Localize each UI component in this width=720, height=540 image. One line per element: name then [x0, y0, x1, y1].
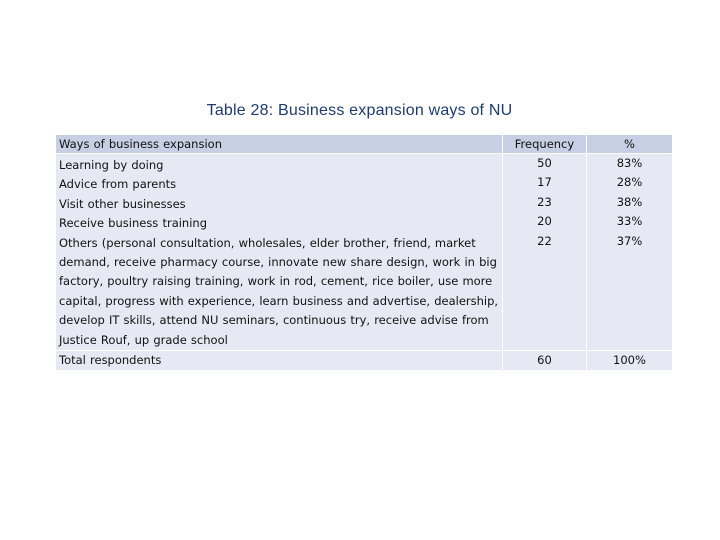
row-label-learning: Learning by doing	[59, 158, 164, 172]
row-percent-training: 33%	[616, 214, 643, 229]
percent-cell	[587, 154, 673, 351]
frequency-cell	[503, 154, 587, 351]
row-frequency-training: 20	[537, 214, 552, 229]
row-frequency-learning: 50	[537, 156, 552, 170]
row-label-visit: Visit other businesses	[59, 196, 186, 211]
table-title	[0, 101, 720, 121]
table-body-row	[56, 154, 673, 351]
total-label: Total respondents	[56, 351, 503, 371]
header-frequency: Frequency	[503, 135, 587, 154]
table-header-row	[56, 135, 673, 154]
total-frequency: 60	[503, 351, 587, 371]
row-percent-learning: 83%	[616, 156, 643, 170]
business-expansion-table	[55, 134, 673, 371]
header-percent: %	[587, 135, 673, 154]
row-frequency-visit: 23	[537, 194, 552, 209]
table-total-row	[56, 351, 673, 371]
header-ways: Ways of business expansion	[56, 135, 503, 154]
row-percent-others: 37%	[616, 233, 643, 248]
row-label-advice: Advice from parents	[59, 177, 177, 192]
row-percent-visit: 38%	[616, 194, 643, 209]
table-title-text: Table 28: Business expansion ways of NU	[206, 102, 513, 119]
total-percent: 100%	[587, 351, 673, 371]
row-label-others: Others (personal consultation, wholesales, elder brother, friend, market demand, receive pharmacy course, innovate new share design, work in big factory, poultry raising training, work in rod, cement, rice boiler, use more capital, progress with experience, learn business and advertise, dealership, develop IT skills, attend NU seminars, continuous try, receive advise from Justice Rouf, up grade school	[59, 235, 499, 347]
row-label-training: Receive business training	[59, 216, 208, 231]
labels-cell	[56, 154, 503, 351]
row-frequency-advice: 17	[537, 175, 552, 190]
row-frequency-others: 22	[537, 233, 552, 248]
row-percent-advice: 28%	[616, 175, 643, 190]
